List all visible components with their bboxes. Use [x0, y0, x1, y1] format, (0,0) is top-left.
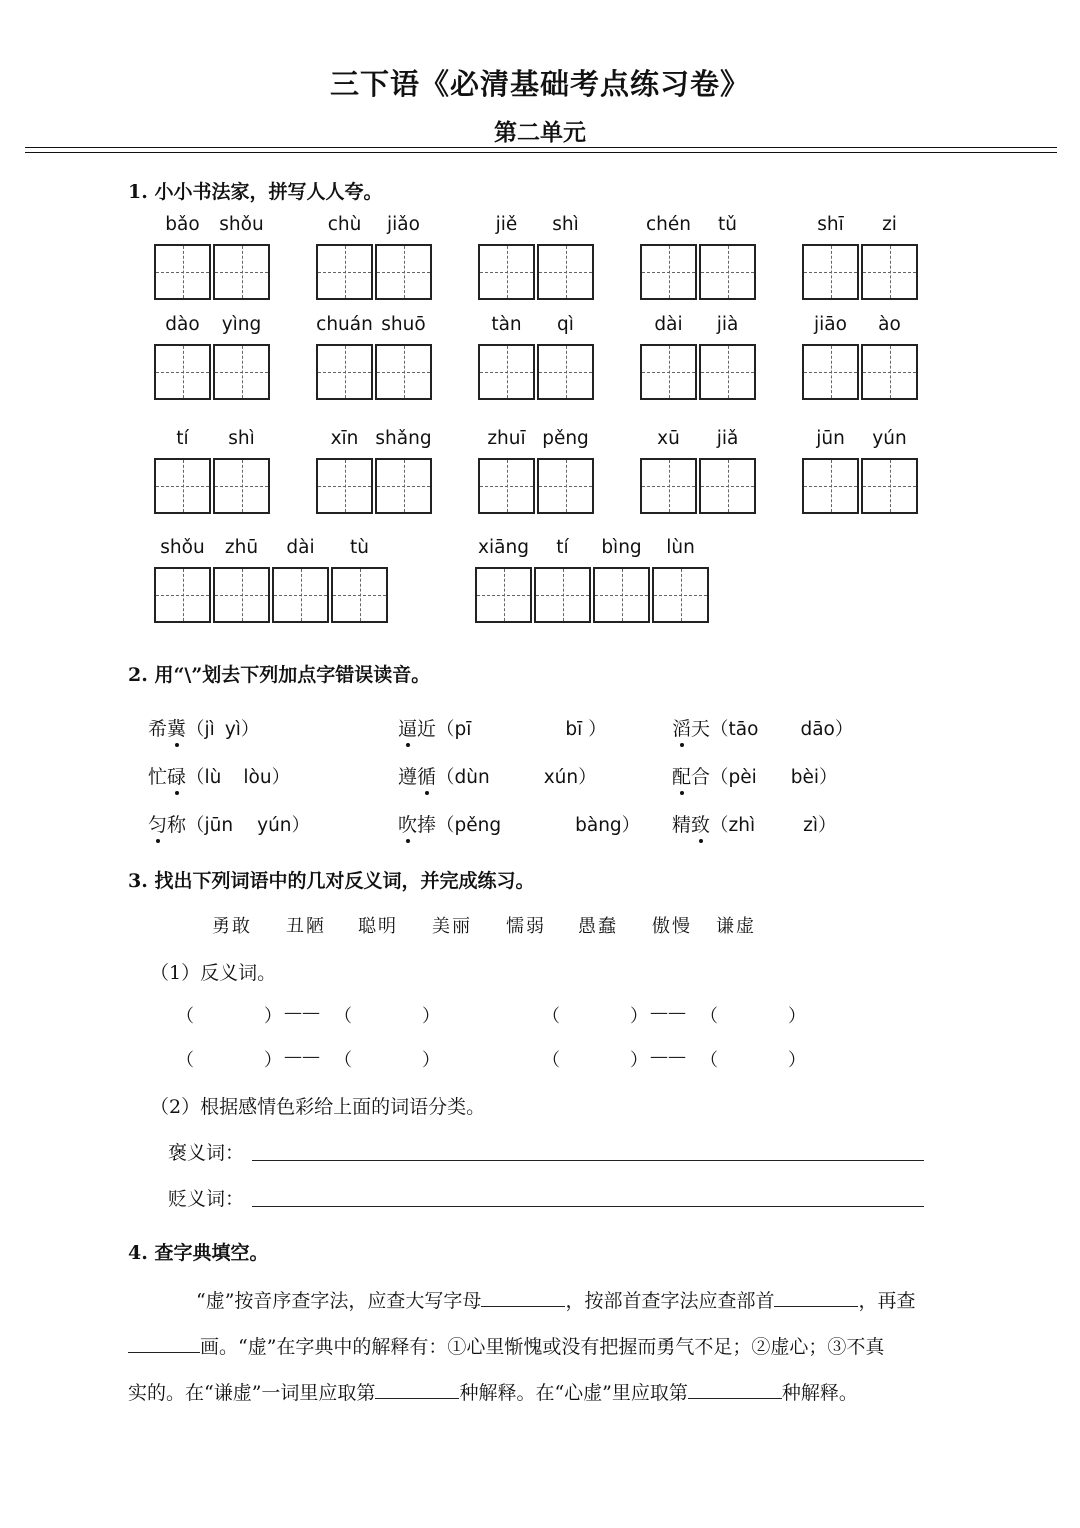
q2-char-pre: 精	[672, 814, 692, 836]
pair-1-0-answer-1[interactable]	[198, 1048, 264, 1068]
pair-0-0-lp1: （	[176, 1006, 194, 1027]
q2-item-6	[148, 810, 310, 837]
q2-word-1	[398, 718, 436, 740]
pair-0-1-rp2: ）	[788, 1006, 806, 1027]
derog-answer-line[interactable]	[252, 1206, 924, 1207]
q4-blank-letter[interactable]	[481, 1286, 565, 1307]
q2-word-0	[148, 718, 186, 740]
pair-1-0-answer-2[interactable]	[356, 1048, 422, 1068]
q2-word-8	[672, 814, 710, 836]
pinyin-0-2-1: shì	[552, 214, 579, 235]
pair-0-0-answer-1[interactable]	[198, 1004, 264, 1024]
tian-cell[interactable]	[316, 458, 373, 514]
q4-text-1b: ，按部首查字法应查部首	[565, 1290, 775, 1312]
q1-heading: 1. 小小书法家，拼写人人夸。	[128, 181, 383, 203]
q4-blank-meaning-2[interactable]	[688, 1378, 782, 1399]
pinyin-1-1-1: shuō	[381, 314, 426, 335]
tian-cell[interactable]	[331, 567, 388, 623]
tian-cell[interactable]	[640, 344, 697, 400]
q3-word-7: 谦虚	[716, 916, 756, 937]
pinyin-2-1-1: shǎng	[375, 428, 432, 449]
tian-cell[interactable]	[537, 344, 594, 400]
writing-grid-2-3	[640, 458, 758, 514]
tian-cell[interactable]	[640, 244, 697, 300]
writing-grid-0-1	[316, 244, 434, 300]
pair-0-1-lp1: （	[542, 1006, 560, 1027]
page-title: 三下语《必清基础考点练习卷》	[329, 67, 750, 101]
pair-0-1-answer-1[interactable]	[564, 1004, 630, 1024]
tian-cell[interactable]	[478, 458, 535, 514]
q2-reading-a[interactable]: （pèi	[710, 767, 757, 788]
q3-word-5: 愚蠢	[578, 916, 618, 937]
q2-reading-b[interactable]: zì）	[803, 815, 837, 836]
pinyin-long-0-0: shǒu	[160, 537, 205, 558]
pair-1-1-dash: ——	[650, 1046, 686, 1067]
q3-word-4: 懦弱	[506, 916, 546, 937]
tian-cell[interactable]	[316, 244, 373, 300]
header-rule-bottom	[25, 152, 1057, 153]
q2-reading-b[interactable]: dāo）	[800, 719, 854, 740]
pinyin-0-1-0: chù	[327, 214, 362, 235]
tian-cell[interactable]	[537, 244, 594, 300]
q2-char-post: 捧	[417, 814, 437, 836]
pinyin-0-0-1: shǒu	[219, 214, 264, 235]
tian-cell[interactable]	[375, 458, 432, 514]
q4-blank-meaning-1[interactable]	[375, 1378, 459, 1399]
q2-reading-b[interactable]: bàng）	[575, 815, 641, 836]
writing-grid-1-0	[154, 344, 272, 400]
q2-reading-a[interactable]: （tāo	[710, 719, 759, 740]
q2-reading-b[interactable]: lòu）	[243, 767, 291, 788]
tian-cell[interactable]	[272, 567, 329, 623]
q2-dotted-char: 滔	[672, 714, 691, 741]
q2-item-0	[148, 714, 259, 741]
pinyin-1-2-0: tàn	[491, 314, 522, 335]
q4-text-2a: 画。“虚”在字典中的解释有：①心里惭愧或没有把握而勇气不足；②虚心；③不真	[200, 1336, 885, 1358]
tian-cell[interactable]	[699, 344, 756, 400]
q2-reading-a[interactable]: （jì	[186, 719, 215, 740]
tian-cell[interactable]	[802, 458, 859, 514]
q2-word-6	[148, 814, 186, 836]
pinyin-2-0-1: shì	[228, 428, 255, 449]
tian-cell[interactable]	[534, 567, 591, 623]
pinyin-2-3-0: xū	[657, 428, 680, 449]
tian-cell[interactable]	[802, 344, 859, 400]
q2-word-3	[148, 766, 186, 788]
pinyin-long-0-2: dài	[286, 537, 315, 558]
writing-grid-1-1	[316, 344, 434, 400]
pair-0-1-lp2: （	[700, 1006, 718, 1027]
pinyin-long-0-1: zhū	[224, 537, 259, 558]
writing-grid-0-3	[640, 244, 758, 300]
q2-heading: 2. 用“\”划去下列加点字错误读音。	[128, 664, 431, 686]
tian-cell[interactable]	[478, 244, 535, 300]
q4-blank-strokes[interactable]	[128, 1332, 200, 1353]
q2-char-pre: 希	[148, 718, 168, 740]
q4-text-3a: 实的。在“谦虚”一词里应取第	[128, 1382, 376, 1404]
q2-reading-a[interactable]: （pěng	[436, 815, 502, 836]
writing-grid-long-1	[475, 567, 711, 623]
pinyin-1-3-0: dài	[654, 314, 683, 335]
pinyin-2-4-0: jūn	[816, 428, 845, 449]
q2-char-post: 近	[417, 718, 437, 740]
pair-1-1-rp1: ）	[630, 1050, 648, 1071]
q2-item-3	[148, 762, 290, 789]
tian-cell[interactable]	[861, 458, 918, 514]
q4-text-3c: 种解释。	[781, 1382, 858, 1404]
q2-reading-b[interactable]: xún）	[543, 767, 597, 788]
q2-reading-a[interactable]: （jūn	[186, 815, 234, 836]
pinyin-0-2-0: jiě	[495, 214, 518, 235]
derog-label: 贬义词：	[168, 1188, 245, 1210]
q3-word-2: 聪明	[358, 916, 398, 937]
q3-sub1: （1）反义词。	[150, 962, 277, 984]
pair-0-1-dash: ——	[650, 1002, 686, 1023]
pinyin-0-0-0: bǎo	[165, 214, 200, 235]
writing-grid-1-4	[802, 344, 920, 400]
q2-word-5	[672, 766, 710, 788]
writing-grid-1-3	[640, 344, 758, 400]
tian-cell[interactable]	[316, 344, 373, 400]
pinyin-long-1-1: tí	[556, 537, 569, 558]
q4-text-1c: ，再查	[858, 1290, 916, 1312]
writing-grid-2-0	[154, 458, 272, 514]
pinyin-2-2-0: zhuī	[487, 428, 526, 449]
q2-item-5	[672, 762, 838, 789]
q4-line-3	[128, 1378, 858, 1405]
q2-word-7	[398, 814, 436, 836]
writing-grid-0-0	[154, 244, 272, 300]
q2-reading-b[interactable]: bī ）	[565, 719, 607, 740]
pair-1-1-rp2: ）	[788, 1050, 806, 1071]
q2-reading-a[interactable]: （dùn	[436, 767, 490, 788]
pinyin-1-3-1: jià	[716, 314, 739, 335]
q2-item-4	[398, 762, 597, 789]
tian-cell[interactable]	[861, 344, 918, 400]
tian-cell[interactable]	[375, 344, 432, 400]
pair-1-1-lp1: （	[542, 1050, 560, 1071]
tian-cell[interactable]	[593, 567, 650, 623]
pair-1-0-rp2: ）	[422, 1050, 440, 1071]
tian-cell[interactable]	[213, 458, 270, 514]
q3-word-1: 丑陋	[286, 916, 326, 937]
q4-text-1a: “虚”按音序查字法，应查大写字母	[196, 1290, 482, 1312]
q3-word-0: 勇敢	[212, 916, 252, 937]
q2-item-8	[672, 810, 836, 837]
pinyin-0-3-1: tǔ	[718, 214, 737, 235]
q2-dotted-char: 致	[691, 810, 710, 837]
tian-cell[interactable]	[213, 567, 270, 623]
pair-1-0-lp2: （	[334, 1050, 352, 1071]
tian-cell[interactable]	[652, 567, 709, 623]
q4-line-1	[196, 1286, 915, 1313]
pinyin-long-1-0: xiāng	[478, 537, 529, 558]
pair-1-0-dash: ——	[284, 1046, 320, 1067]
q4-blank-radical[interactable]	[774, 1286, 858, 1307]
q2-reading-b[interactable]: bèi）	[790, 767, 838, 788]
pair-1-1-answer-1[interactable]	[564, 1048, 630, 1068]
pair-0-1-answer-2[interactable]	[722, 1004, 788, 1024]
pinyin-1-4-1: ào	[878, 314, 901, 335]
q2-char-post: 称	[167, 814, 187, 836]
pinyin-2-2-1: pěng	[542, 428, 589, 449]
tian-cell[interactable]	[699, 458, 756, 514]
q2-char-post: 天	[691, 718, 711, 740]
q2-item-2	[672, 714, 853, 741]
pinyin-2-4-1: yún	[872, 428, 907, 449]
writing-grid-2-2	[478, 458, 596, 514]
tian-cell[interactable]	[154, 458, 211, 514]
q2-dotted-char: 吹	[398, 810, 417, 837]
pinyin-0-4-0: shī	[817, 214, 844, 235]
q4-heading: 4. 查字典填空。	[128, 1242, 269, 1264]
pinyin-1-1-0: chuán	[316, 314, 373, 335]
writing-grid-2-4	[802, 458, 920, 514]
q2-reading-a[interactable]: （lù	[186, 767, 222, 788]
q2-reading-b[interactable]: yún）	[257, 815, 311, 836]
pair-1-0-rp1: ）	[264, 1050, 282, 1071]
q2-item-1	[398, 714, 607, 741]
pinyin-0-3-0: chén	[645, 214, 691, 235]
q2-item-7	[398, 810, 640, 837]
pinyin-2-1-0: xīn	[330, 428, 359, 449]
q2-dotted-char: 匀	[148, 810, 167, 837]
tian-cell[interactable]	[640, 458, 697, 514]
q4-text-3b: 种解释。在“心虚”里应取第	[459, 1382, 688, 1404]
q2-dotted-char: 配	[672, 762, 691, 789]
pair-1-0-lp1: （	[176, 1050, 194, 1071]
tian-cell[interactable]	[537, 458, 594, 514]
q2-word-4	[398, 766, 436, 788]
praise-answer-line[interactable]	[252, 1160, 924, 1161]
pinyin-long-0-3: tù	[350, 537, 369, 558]
q2-word-2	[672, 718, 710, 740]
pinyin-0-1-1: jiǎo	[387, 214, 420, 235]
q3-word-6: 傲慢	[652, 916, 692, 937]
q2-dotted-char: 循	[417, 762, 436, 789]
tian-cell[interactable]	[154, 567, 211, 623]
q2-dotted-char: 碌	[167, 762, 186, 789]
pinyin-long-1-3: lùn	[666, 537, 695, 558]
tian-cell[interactable]	[213, 344, 270, 400]
q2-reading-b[interactable]: yì）	[224, 719, 260, 740]
q4-line-2	[128, 1332, 884, 1359]
tian-cell[interactable]	[478, 344, 535, 400]
pinyin-1-2-1: qì	[557, 314, 574, 335]
writing-grid-1-2	[478, 344, 596, 400]
writing-grid-0-2	[478, 244, 596, 300]
pinyin-2-3-1: jiǎ	[716, 428, 739, 449]
pinyin-0-4-1: zi	[882, 214, 897, 235]
pinyin-1-4-0: jiāo	[814, 314, 847, 335]
q2-reading-a[interactable]: （pī	[436, 719, 472, 740]
pinyin-long-1-2: bìng	[601, 537, 642, 558]
writing-grid-0-4	[802, 244, 920, 300]
tian-cell[interactable]	[699, 244, 756, 300]
pair-0-0-lp2: （	[334, 1006, 352, 1027]
tian-cell[interactable]	[154, 244, 211, 300]
pair-0-0-rp1: ）	[264, 1006, 282, 1027]
q2-char-pre: 忙	[148, 766, 168, 788]
pinyin-2-0-0: tí	[176, 428, 189, 449]
pair-1-1-lp2: （	[700, 1050, 718, 1071]
q2-char-pre: 遵	[398, 766, 418, 788]
tian-cell[interactable]	[213, 244, 270, 300]
pinyin-1-0-1: yìng	[221, 314, 262, 335]
q3-heading: 3. 找出下列词语中的几对反义词，并完成练习。	[128, 870, 535, 892]
pinyin-1-0-0: dào	[165, 314, 200, 335]
praise-label: 褒义词：	[168, 1142, 245, 1164]
writing-grid-long-0	[154, 567, 390, 623]
q2-dotted-char: 冀	[167, 714, 186, 741]
tian-cell[interactable]	[375, 244, 432, 300]
q3-sub2: （2）根据感情色彩给上面的词语分类。	[150, 1096, 486, 1118]
q3-word-3: 美丽	[432, 916, 472, 937]
pair-1-1-answer-2[interactable]	[722, 1048, 788, 1068]
page-subtitle: 第二单元	[494, 119, 586, 146]
header-rule-top	[25, 147, 1057, 148]
pair-0-0-answer-2[interactable]	[356, 1004, 422, 1024]
tian-cell[interactable]	[802, 244, 859, 300]
tian-cell[interactable]	[861, 244, 918, 300]
tian-cell[interactable]	[154, 344, 211, 400]
q2-reading-a[interactable]: （zhì	[710, 815, 756, 836]
pair-0-1-rp1: ）	[630, 1006, 648, 1027]
writing-grid-2-1	[316, 458, 434, 514]
tian-cell[interactable]	[475, 567, 532, 623]
pair-0-0-dash: ——	[284, 1002, 320, 1023]
q2-dotted-char: 逼	[398, 714, 417, 741]
q2-char-post: 合	[691, 766, 711, 788]
pair-0-0-rp2: ）	[422, 1006, 440, 1027]
